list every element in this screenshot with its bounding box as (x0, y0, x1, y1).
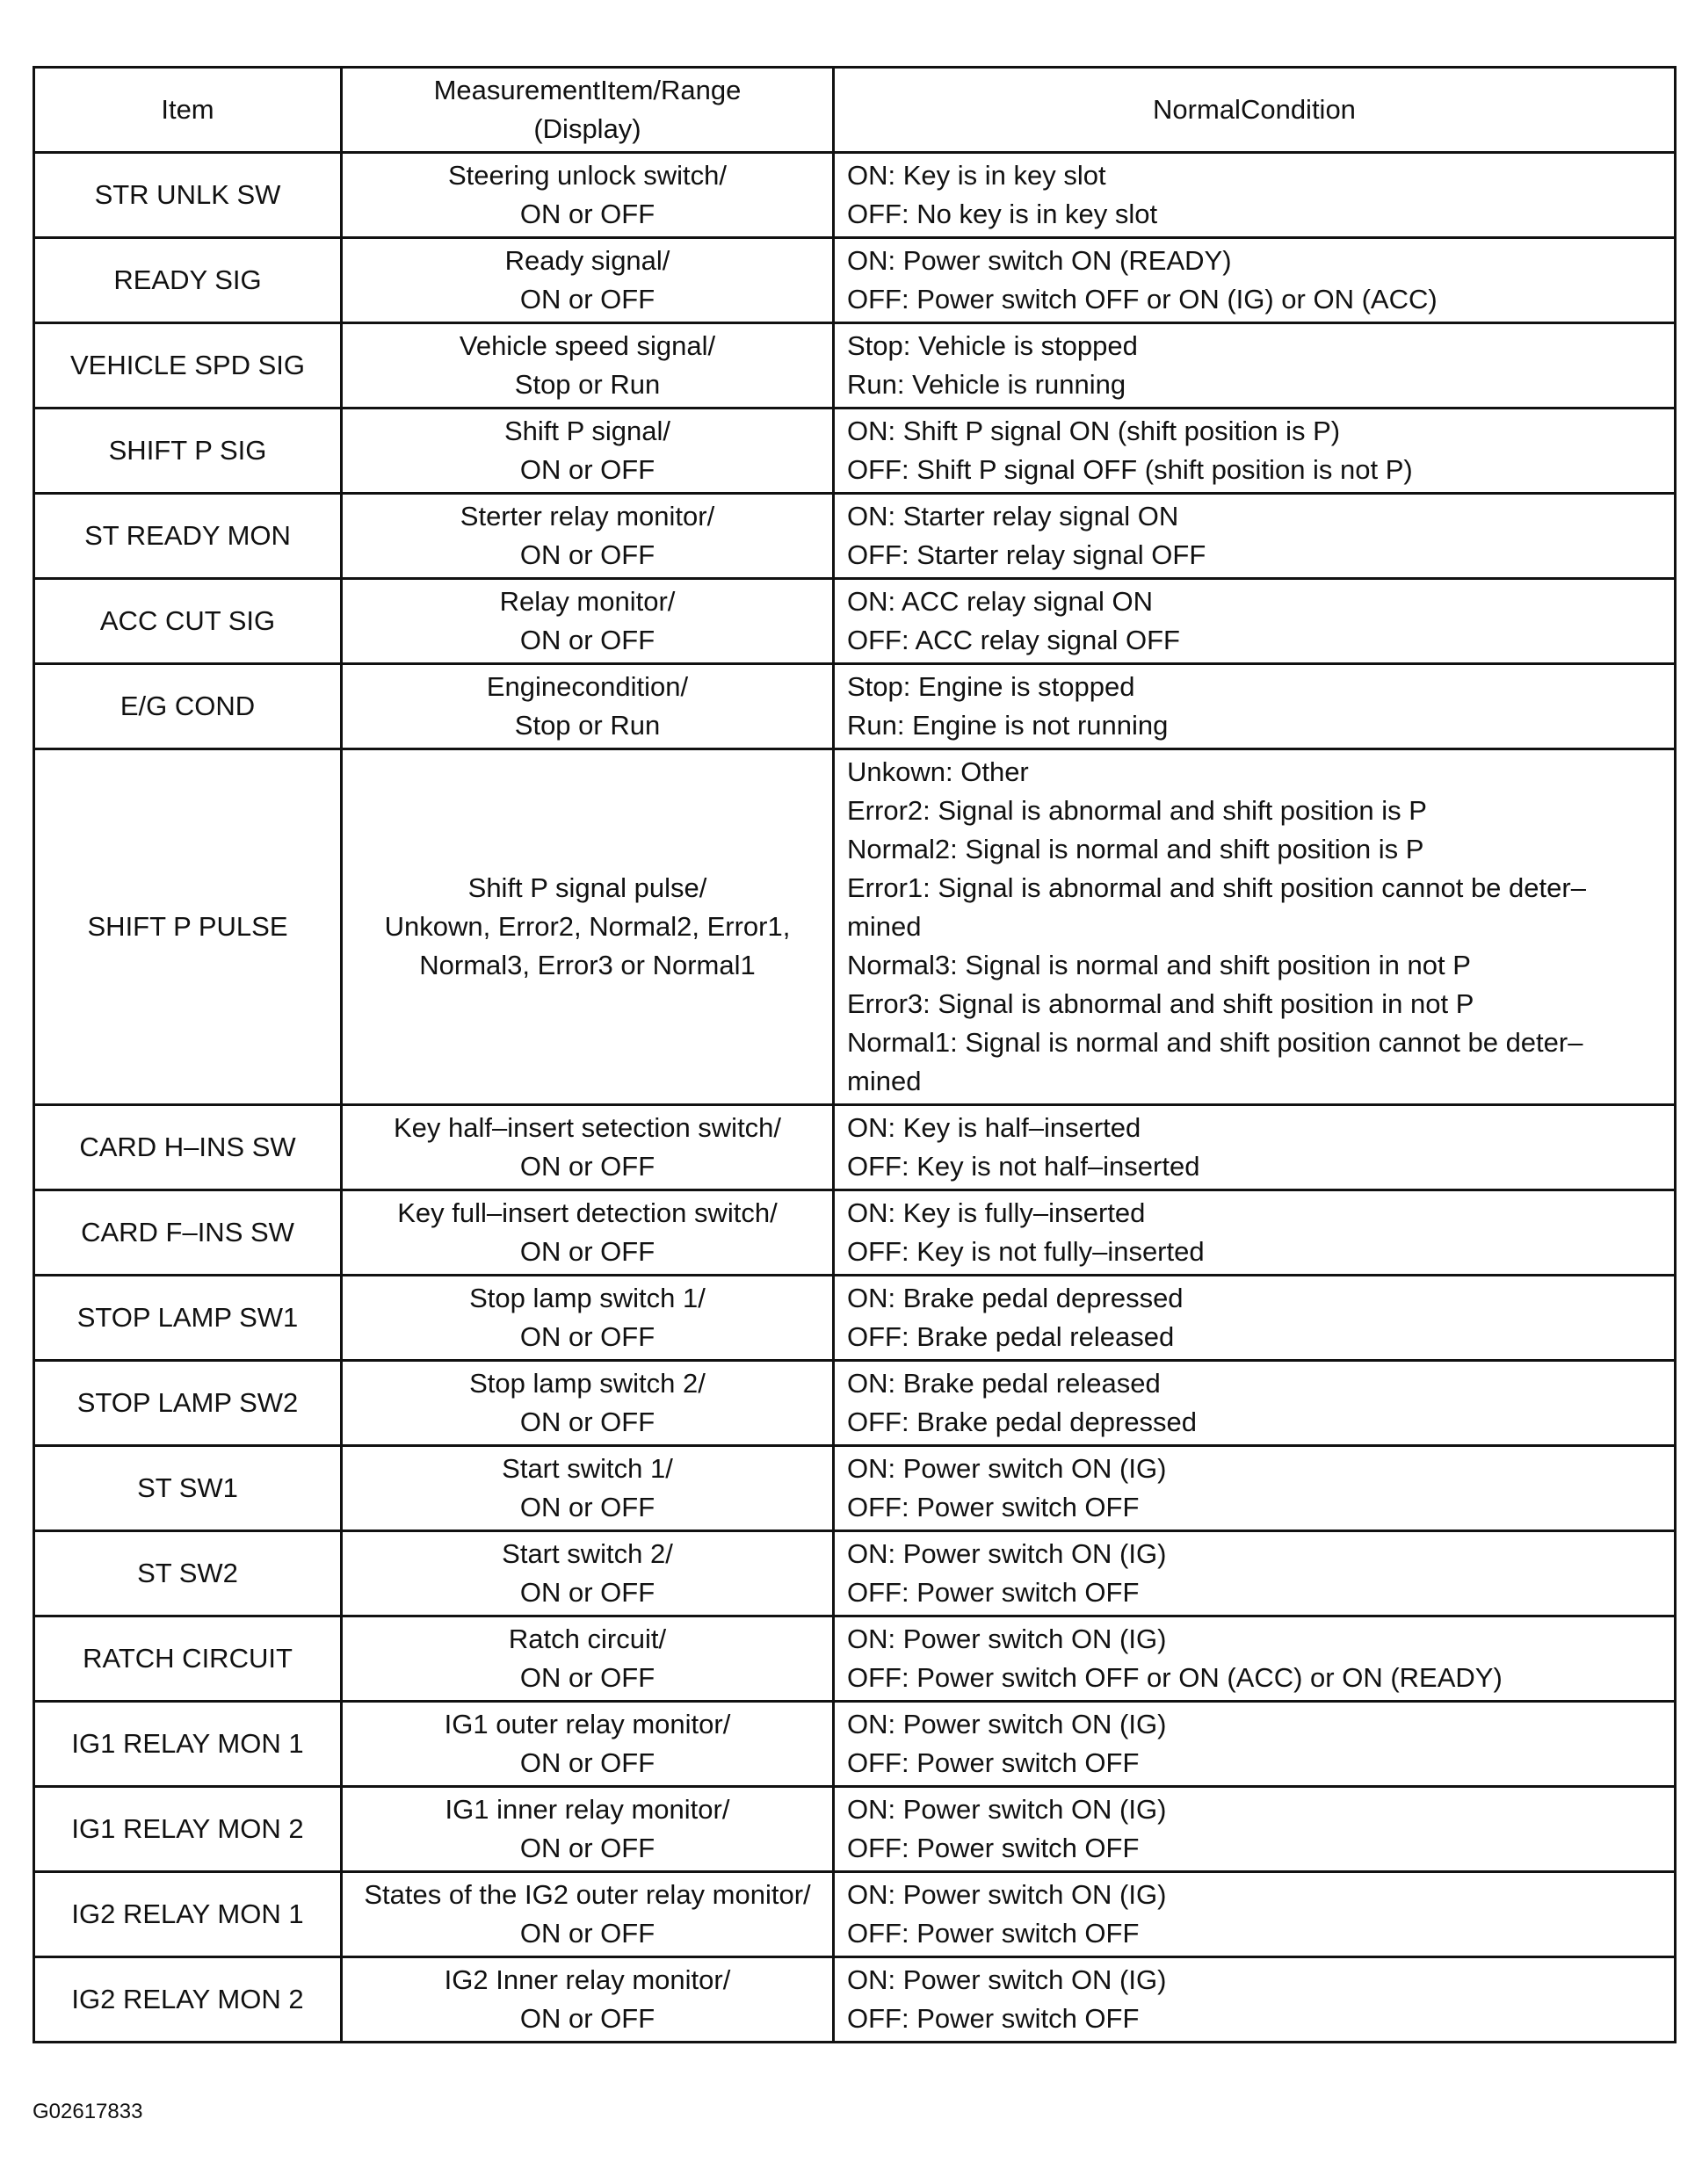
measurement-line: ON or OFF (519, 1577, 655, 1608)
condition-line: ON: Power switch ON (READY) (847, 245, 1232, 276)
condition-line: Stop: Engine is stopped (847, 671, 1135, 702)
condition-cell (834, 323, 1676, 409)
table-row (34, 1105, 1676, 1190)
table-row (34, 1616, 1676, 1702)
measurement-cell (342, 1702, 834, 1787)
measurement-cell (342, 494, 834, 579)
measurement-line: Enginecondition/ (486, 671, 689, 702)
table-row (34, 1872, 1676, 1957)
table-row (34, 409, 1676, 494)
table-row (34, 494, 1676, 579)
condition-line: OFF: Brake pedal released (847, 1321, 1175, 1352)
condition-line: Error1: Signal is abnormal and shift position cannot be deter– (847, 872, 1586, 903)
condition-line: ON: Power switch ON (IG) (847, 1538, 1167, 1569)
measurement-line: Key full–insert detection switch/ (397, 1197, 778, 1228)
condition-line: ON: Power switch ON (IG) (847, 1624, 1167, 1654)
condition-line: OFF: Key is not half–inserted (847, 1151, 1200, 1182)
item-cell: IG2 RELAY MON 2 (34, 1957, 342, 2043)
measurement-line: Key half–insert setection switch/ (393, 1112, 782, 1143)
measurement-cell (342, 1105, 834, 1190)
item-cell: CARD H–INS SW (34, 1105, 342, 1190)
measurement-cell (342, 749, 834, 1105)
measurement-cell (342, 1276, 834, 1361)
measurement-line: Start switch 1/ (502, 1453, 673, 1484)
measurement-cell (342, 238, 834, 323)
condition-cell (834, 664, 1676, 749)
item-cell: E/G COND (34, 664, 342, 749)
condition-line: OFF: No key is in key slot (847, 199, 1158, 229)
item-cell: STOP LAMP SW2 (34, 1361, 342, 1446)
item-cell: SHIFT P SIG (34, 409, 342, 494)
measurement-line: Steering unlock switch/ (447, 160, 728, 191)
condition-line: OFF: Shift P signal OFF (shift position is not P) (847, 454, 1413, 485)
item-cell: STR UNLK SW (34, 153, 342, 238)
item-cell: IG2 RELAY MON 1 (34, 1872, 342, 1957)
condition-cell (834, 1361, 1676, 1446)
measurement-line: ON or OFF (519, 1321, 655, 1352)
condition-cell (834, 1531, 1676, 1616)
measurement-line: Ready signal/ (504, 245, 670, 276)
measurement-cell (342, 1787, 834, 1872)
table-row (34, 238, 1676, 323)
condition-line: ON: Power switch ON (IG) (847, 1709, 1167, 1739)
condition-cell (834, 749, 1676, 1105)
measurement-line: IG1 inner relay monitor/ (445, 1794, 730, 1825)
condition-line: Run: Vehicle is running (847, 369, 1126, 400)
condition-cell (834, 494, 1676, 579)
condition-cell (834, 1702, 1676, 1787)
condition-line: Unkown: Other (847, 756, 1029, 787)
condition-line: ON: Starter relay signal ON (847, 501, 1179, 532)
measurement-line: Vehicle speed signal/ (459, 330, 716, 361)
header-measurement (342, 68, 834, 153)
condition-line: mined (847, 911, 922, 942)
measurement-line: ON or OFF (519, 539, 655, 570)
condition-line: Normal2: Signal is normal and shift position is P (847, 834, 1424, 864)
figure-id: G02617833 (33, 2100, 143, 2123)
measurement-line: Stop or Run (514, 369, 661, 400)
table-row (34, 1702, 1676, 1787)
measurement-cell (342, 409, 834, 494)
condition-line: Run: Engine is not running (847, 710, 1169, 741)
condition-line: OFF: Power switch OFF (847, 1492, 1140, 1522)
header-row (34, 68, 1676, 153)
measurement-line: Shift P signal pulse/ (467, 872, 707, 903)
table-row (34, 1361, 1676, 1446)
condition-line: OFF: Power switch OFF (847, 1833, 1140, 1863)
condition-cell (834, 409, 1676, 494)
condition-line: ON: Key is fully–inserted (847, 1197, 1146, 1228)
measurement-cell (342, 1531, 834, 1616)
measurement-cell (342, 1872, 834, 1957)
table-row (34, 1531, 1676, 1616)
measurement-line: Normal3, Error3 or Normal1 (419, 950, 756, 980)
measurement-line: ON or OFF (519, 1492, 655, 1522)
condition-line: Error3: Signal is abnormal and shift position in not P (847, 988, 1474, 1019)
measurement-line: ON or OFF (519, 1747, 655, 1778)
item-cell: VEHICLE SPD SIG (34, 323, 342, 409)
measurement-line: Shift P signal/ (504, 416, 670, 446)
condition-line: OFF: Power switch OFF (847, 1577, 1140, 1608)
condition-cell (834, 1616, 1676, 1702)
measurement-line: ON or OFF (519, 1407, 655, 1437)
condition-cell (834, 1190, 1676, 1276)
measurement-line: Unkown, Error2, Normal2, Error1, (384, 911, 791, 942)
condition-line: Stop: Vehicle is stopped (847, 330, 1138, 361)
header-measurement-line: (Display) (533, 113, 641, 144)
measurement-cell (342, 153, 834, 238)
measurement-line: ON or OFF (519, 1662, 655, 1693)
measurement-cell (342, 1446, 834, 1531)
measurement-line: ON or OFF (519, 1236, 655, 1267)
measurement-line: Stop lamp switch 2/ (469, 1368, 706, 1399)
item-cell: CARD F–INS SW (34, 1190, 342, 1276)
condition-line: OFF: Key is not fully–inserted (847, 1236, 1205, 1267)
condition-line: ON: Brake pedal depressed (847, 1283, 1184, 1313)
measurement-line: Start switch 2/ (502, 1538, 673, 1569)
condition-cell (834, 579, 1676, 664)
measurement-line: Stop or Run (514, 710, 661, 741)
measurement-line: Sterter relay monitor/ (460, 501, 715, 532)
item-cell: ST SW2 (34, 1531, 342, 1616)
condition-line: Normal3: Signal is normal and shift position in not P (847, 950, 1471, 980)
table-row (34, 1190, 1676, 1276)
header-condition: NormalCondition (834, 68, 1676, 153)
item-cell: ACC CUT SIG (34, 579, 342, 664)
item-cell: READY SIG (34, 238, 342, 323)
data-monitor-table (33, 66, 1677, 2043)
condition-line: OFF: ACC relay signal OFF (847, 625, 1180, 655)
condition-line: ON: Power switch ON (IG) (847, 1453, 1167, 1484)
condition-line: OFF: Power switch OFF (847, 2003, 1140, 2034)
table-body (34, 153, 1676, 2043)
measurement-line: ON or OFF (519, 1151, 655, 1182)
measurement-line: Relay monitor/ (499, 586, 676, 617)
condition-line: ON: Key is in key slot (847, 160, 1106, 191)
condition-line: ON: Brake pedal released (847, 1368, 1161, 1399)
item-cell: STOP LAMP SW1 (34, 1276, 342, 1361)
condition-line: Error2: Signal is abnormal and shift position is P (847, 795, 1427, 826)
condition-line: ON: Shift P signal ON (shift position is P) (847, 416, 1341, 446)
item-cell: IG1 RELAY MON 1 (34, 1702, 342, 1787)
measurement-line: ON or OFF (519, 1918, 655, 1949)
measurement-cell (342, 579, 834, 664)
measurement-line: ON or OFF (519, 625, 655, 655)
table-row (34, 1276, 1676, 1361)
item-cell: IG1 RELAY MON 2 (34, 1787, 342, 1872)
table-row (34, 579, 1676, 664)
condition-cell (834, 1446, 1676, 1531)
measurement-line: ON or OFF (519, 2003, 655, 2034)
condition-line: OFF: Starter relay signal OFF (847, 539, 1206, 570)
condition-cell (834, 1872, 1676, 1957)
measurement-cell (342, 1190, 834, 1276)
measurement-line: ON or OFF (519, 284, 655, 315)
measurement-cell (342, 323, 834, 409)
condition-line: ON: Key is half–inserted (847, 1112, 1141, 1143)
table-row (34, 1957, 1676, 2043)
measurement-line: IG1 outer relay monitor/ (444, 1709, 731, 1739)
measurement-line: ON or OFF (519, 1833, 655, 1863)
condition-line: mined (847, 1066, 922, 1096)
measurement-line: ON or OFF (519, 199, 655, 229)
measurement-line: Ratch circuit/ (508, 1624, 667, 1654)
item-cell: RATCH CIRCUIT (34, 1616, 342, 1702)
condition-cell (834, 1276, 1676, 1361)
item-cell: ST SW1 (34, 1446, 342, 1531)
table-row (34, 749, 1676, 1105)
condition-cell (834, 153, 1676, 238)
measurement-line: IG2 Inner relay monitor/ (444, 1964, 731, 1995)
measurement-line: ON or OFF (519, 454, 655, 485)
header-item: Item (34, 68, 342, 153)
header-measurement-line: MeasurementItem/Range (433, 75, 742, 105)
item-cell: SHIFT P PULSE (34, 749, 342, 1105)
item-cell: ST READY MON (34, 494, 342, 579)
measurement-cell (342, 1957, 834, 2043)
condition-line: ON: Power switch ON (IG) (847, 1794, 1167, 1825)
table-row (34, 1446, 1676, 1531)
condition-cell (834, 1787, 1676, 1872)
condition-line: OFF: Power switch OFF or ON (ACC) or ON (READY) (847, 1662, 1503, 1693)
measurement-cell (342, 1616, 834, 1702)
condition-line: ON: Power switch ON (IG) (847, 1879, 1167, 1910)
table-row (34, 323, 1676, 409)
measurement-line: Stop lamp switch 1/ (469, 1283, 706, 1313)
condition-line: OFF: Power switch OFF (847, 1918, 1140, 1949)
condition-cell (834, 1105, 1676, 1190)
table-row (34, 1787, 1676, 1872)
measurement-line: States of the IG2 outer relay monitor/ (364, 1879, 811, 1910)
condition-line: OFF: Brake pedal depressed (847, 1407, 1198, 1437)
measurement-cell (342, 1361, 834, 1446)
table-row (34, 153, 1676, 238)
condition-cell (834, 1957, 1676, 2043)
table-row (34, 664, 1676, 749)
condition-cell (834, 238, 1676, 323)
condition-line: Normal1: Signal is normal and shift position cannot be deter– (847, 1027, 1583, 1058)
measurement-cell (342, 664, 834, 749)
condition-line: ON: Power switch ON (IG) (847, 1964, 1167, 1995)
condition-line: OFF: Power switch OFF (847, 1747, 1140, 1778)
condition-line: OFF: Power switch OFF or ON (IG) or ON (ACC) (847, 284, 1438, 315)
condition-line: ON: ACC relay signal ON (847, 586, 1153, 617)
